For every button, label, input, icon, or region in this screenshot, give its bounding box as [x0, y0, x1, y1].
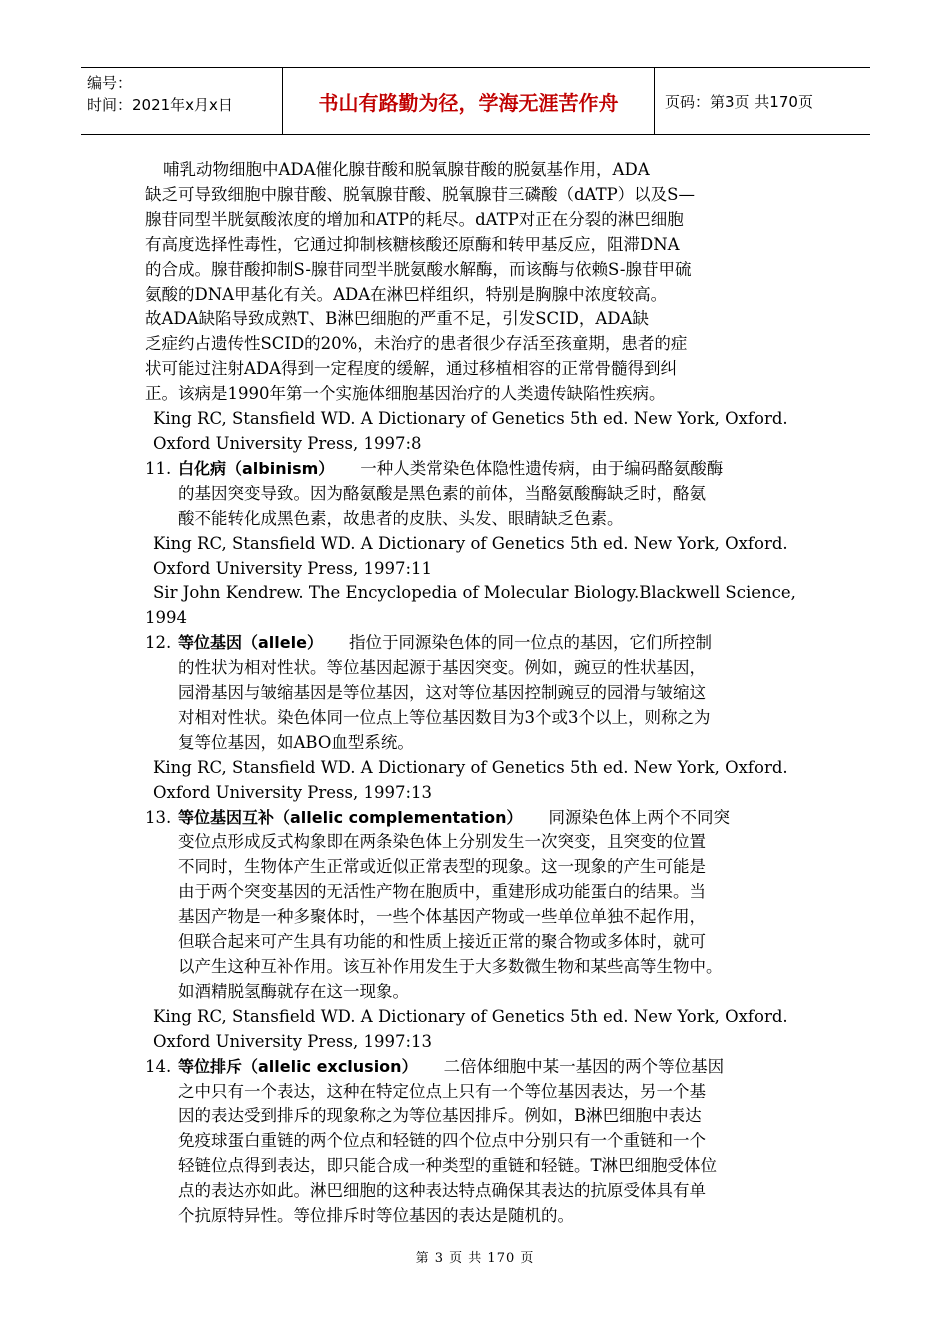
- entry-line: [178, 457, 815, 482]
- entry-text: 二倍体细胞中某一基因的两个等位基因: [443, 1056, 725, 1076]
- reference-line: Oxford University Press, 1997:8: [153, 433, 422, 453]
- serial-label: 编号：: [87, 74, 133, 92]
- reference-line: Oxford University Press, 1997:13: [153, 1031, 433, 1051]
- entry-term: 白化病（albinism）: [178, 458, 335, 478]
- entry-line: 由于两个突变基因的无活性产物在胞质中，重建形成功能蛋白的结果。当: [178, 882, 706, 902]
- entry-number: 12.: [145, 633, 172, 653]
- intro-line: 缺乏可导致细胞中腺苷酸、脱氧腺苷酸、脱氧腺苷三磷酸（dATP）以及S—: [145, 184, 695, 204]
- page-footer: 第 3 页 共 170 页: [415, 1251, 535, 1266]
- entry-line: 轻链位点得到表达，即只能合成一种类型的重链和轻链。T淋巴细胞受体位: [178, 1156, 718, 1176]
- entry-line: 如酒精脱氢酶就存在这一现象。: [178, 981, 409, 1001]
- entry-line: [178, 806, 815, 831]
- entry-line: 个抗原特异性。等位排斥时等位基因的表达是随机的。: [178, 1206, 574, 1226]
- entry-line: 但联合起来可产生具有功能的和性质上接近正常的聚合物或多体时，就可: [178, 932, 706, 952]
- intro-line: 状可能过注射ADA得到一定程度的缓解，通过移植相容的正常骨髓得到纠: [145, 359, 678, 379]
- entry-line: 基因产物是一种多聚体时，一些个体基因产物或一些单位单独不起作用，: [178, 907, 706, 927]
- intro-line: 的合成。腺苷酸抑制S-腺苷同型半胱氨酸水解酶，而该酶与依赖S-腺苷甲硫: [145, 259, 692, 279]
- reference-line: 1994: [145, 608, 187, 628]
- reference-line: King RC, Stansfield WD. A Dictionary of Genetics 5th ed. New York, Oxford.: [153, 409, 788, 429]
- document-body: [145, 158, 815, 1229]
- header-motto: 书山有路勤为径，学海无涯苦作舟: [283, 68, 655, 134]
- intro-line: 正。该病是1990年第一个实施体细胞基因治疗的人类遗传缺陷性疾病。: [145, 384, 666, 404]
- reference-line: King RC, Stansfield WD. A Dictionary of Genetics 5th ed. New York, Oxford.: [153, 757, 788, 777]
- intro-line: 乏症约占遗传性SCID的20%，未治疗的患者很少存活至孩童期，患者的症: [145, 334, 688, 354]
- glossary-entry: [145, 1055, 815, 1229]
- date-label: 时间：2021年x月x日: [87, 96, 233, 114]
- glossary-entry: [145, 457, 815, 532]
- header-page-number: 页码：第3页 共170页: [665, 92, 813, 111]
- intro-line: 故ADA缺陷导致成熟T、B淋巴细胞的严重不足，引发SCID，ADA缺: [145, 309, 649, 329]
- entry-number: 13.: [145, 807, 172, 827]
- entry-term: 等位排斥（allelic exclusion）: [178, 1056, 418, 1076]
- page-header: [81, 67, 870, 135]
- entry-line: [178, 1055, 815, 1080]
- reference-line: Oxford University Press, 1997:13: [153, 782, 433, 802]
- entry-term: 等位基因互补（allelic complementation）: [178, 807, 523, 827]
- glossary-entry: [145, 806, 815, 1005]
- entry-line: 免疫球蛋白重链的两个位点和轻链的四个位点中分别只有一个重链和一个: [178, 1131, 706, 1151]
- intro-paragraph: [145, 158, 815, 457]
- reference-line: Sir John Kendrew. The Encyclopedia of Molecular Biology.Blackwell Science,: [153, 583, 796, 603]
- entry-line: 复等位基因，如ABO血型系统。: [178, 732, 414, 752]
- header-meta: [81, 68, 283, 134]
- intro-line: 腺苷同型半胱氨酸浓度的增加和ATP的耗尽。dATP对正在分裂的淋巴细胞: [145, 209, 684, 229]
- entry-line: 变位点形成反式构象即在两条染色体上分别发生一次突变，且突变的位置: [178, 832, 706, 852]
- entry-line: 的基因突变导致。因为酪氨酸是黑色素的前体，当酪氨酸酶缺乏时，酪氨: [178, 483, 706, 503]
- entry-text: 一种人类常染色体隐性遗传病，由于编码酪氨酸酶: [360, 458, 724, 478]
- entry-text: 同源染色体上两个不同突: [548, 807, 730, 827]
- glossary-entry: [145, 631, 815, 756]
- entry-line: [178, 631, 815, 656]
- glossary-entries: [145, 457, 815, 1229]
- entry-line: 以产生这种互补作用。该互补作用发生于大多数微生物和某些高等生物中。: [178, 957, 723, 976]
- entry-line: 对相对性状。染色体同一位点上等位基因数目为3个或3个以上，则称之为: [178, 707, 711, 727]
- reference-line: King RC, Stansfield WD. A Dictionary of Genetics 5th ed. New York, Oxford.: [153, 1006, 788, 1026]
- intro-line: 有高度选择性毒性，它通过抑制核糖核酸还原酶和转甲基反应，阻滞DNA: [145, 234, 680, 254]
- entry-term: 等位基因（allele）: [178, 633, 323, 653]
- entry-line: 的性状为相对性状。等位基因起源于基因突变。例如，豌豆的性状基因，: [178, 658, 706, 678]
- intro-line: 氨酸的DNA甲基化有关。ADA在淋巴样组织，特别是胸腺中浓度较高。: [145, 284, 668, 304]
- entry-line: 不同时，生物体产生正常或近似正常表型的现象。这一现象的产生可能是: [178, 857, 706, 877]
- entry-line: 酸不能转化成黑色素，故患者的皮肤、头发、眼睛缺乏色素。: [178, 508, 624, 528]
- entry-text: 指位于同源染色体的同一位点的基因，它们所控制: [348, 633, 712, 653]
- entry-number: 14.: [145, 1056, 172, 1076]
- entry-line: 之中只有一个表达，这种在特定位点上只有一个等位基因表达，另一个基: [178, 1081, 706, 1101]
- entry-number: 11.: [145, 458, 172, 478]
- entry-line: 园滑基因与皱缩基因是等位基因，这对等位基因控制豌豆的园滑与皱缩这: [178, 683, 706, 703]
- reference-line: King RC, Stansfield WD. A Dictionary of Genetics 5th ed. New York, Oxford.: [153, 533, 788, 553]
- reference-line: Oxford University Press, 1997:11: [153, 558, 433, 578]
- entry-line: 点的表达亦如此。淋巴细胞的这种表达特点确保其表达的抗原受体具有单: [178, 1181, 706, 1201]
- entry-line: 因的表达受到排斥的现象称之为等位基因排斥。例如，B淋巴细胞中表达: [178, 1106, 702, 1126]
- intro-line: 哺乳动物细胞中ADA催化腺苷酸和脱氧腺苷酸的脱氨基作用，ADA: [163, 160, 650, 179]
